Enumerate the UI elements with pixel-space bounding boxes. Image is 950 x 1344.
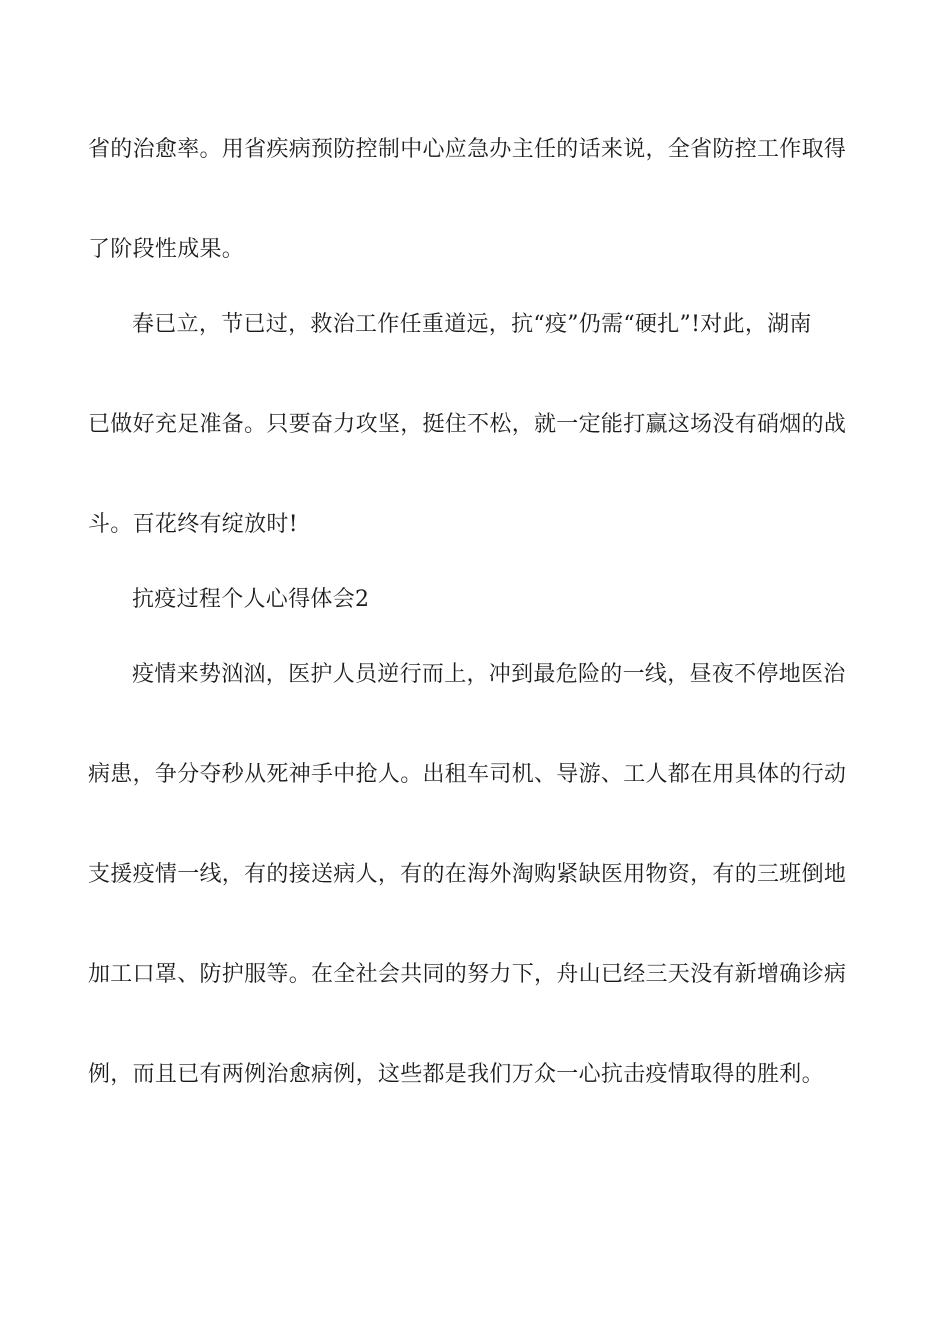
text-line-1: 省的治愈率。用省疾病预防控制中心应急办主任的话来说，全省防控工作取得 (88, 137, 847, 162)
text-line-5: 斗。百花终有绽放时! (88, 512, 298, 537)
text-line-9: 支援疫情一线，有的接送病人，有的在海外淘购紧缺医用物资，有的三班倒地 (88, 862, 847, 887)
section-heading: 抗疫过程个人心得体会2 (132, 587, 370, 612)
paragraph-start-line: 春已立，节已过，救治工作任重道远，抗“疫”仍需“硬扎”!对此，湖南 (132, 312, 812, 337)
text-line-11: 例，而且已有两例治愈病例，这些都是我们万众一心抗击疫情取得的胜利。 (88, 1062, 824, 1087)
text-line-2: 了阶段性成果。 (88, 237, 245, 262)
text-line-4: 已做好充足准备。只要奋力攻坚，挺住不松，就一定能打赢这场没有硝烟的战 (88, 412, 847, 437)
paragraph-start-line: 疫情来势汹汹，医护人员逆行而上，冲到最危险的一线，昼夜不停地医治 (132, 662, 846, 687)
text-line-10: 加工口罩、防护服等。在全社会共同的努力下，舟山已经三天没有新增确诊病 (88, 962, 847, 987)
text-line-8: 病患，争分夺秒从死神手中抢人。出租车司机、导游、工人都在用具体的行动 (88, 762, 847, 787)
